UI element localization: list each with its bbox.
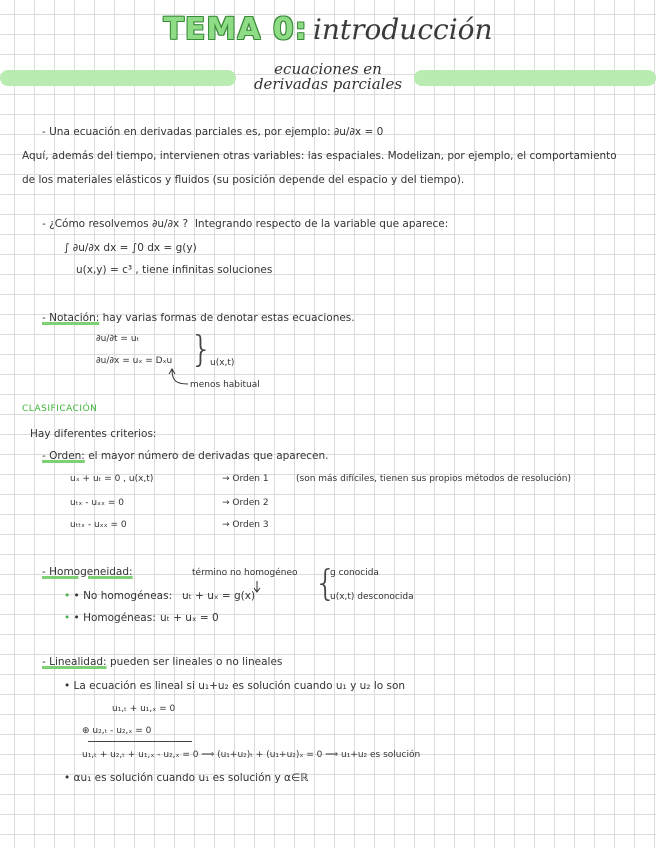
- solve-question: [42, 218, 448, 230]
- linearity-bullet-1: • La ecuación es lineal si u₁+u₂ es solución cuando u₁ y u₂ lo son: [64, 680, 406, 692]
- linearity-label: - Linealidad:: [42, 656, 107, 668]
- order-label: - Orden:: [42, 450, 85, 462]
- solve-question-text: - ¿Cómo resolvemos: [42, 218, 149, 230]
- notation-eq2: ∂u/∂x = uₓ = Dₓu: [96, 356, 173, 366]
- intro-line2: Aquí, además del tiempo, intervienen otras variables: las espaciales. Modelizan, por ejemplo, el comportamiento: [22, 150, 617, 162]
- order-row-3-eq: uₜₜₓ - uₓₓ = 0: [70, 520, 127, 530]
- order-row-2-eq: uₜₓ - uₓₓ = 0: [70, 498, 125, 508]
- homogeneous-text: • Homogéneas:: [73, 612, 156, 624]
- order-line: [42, 450, 329, 462]
- homogeneity-unknown: u(x,t) desconocida: [330, 592, 414, 602]
- notation-line: [42, 312, 355, 324]
- linearity-eq-b: ⊕ u₂,ₜ - u₂,ₓ = 0: [82, 726, 152, 736]
- linearity-eq-a: u₁,ₜ + u₁,ₓ = 0: [112, 704, 176, 714]
- linearity-sum: u₁,ₜ + u₂,ₜ + u₁,ₓ - u₂,ₓ = 0 ⟹ (u₁+u₂)ₜ + (u₁+u₂)ₓ = 0 ⟹ u₁+u₂ es solución: [82, 750, 421, 760]
- linearity-text: pueden ser lineales o no lineales: [109, 656, 283, 668]
- sum-rule: [88, 741, 192, 742]
- left-highlight-band: [0, 70, 236, 86]
- notation-arrow-note: menos habitual: [190, 380, 260, 390]
- linearity-bullet-2: • αu₁ es solución cuando u₁ es solución y α∈ℝ: [64, 772, 309, 784]
- solve-answer: Integrando respecto de la variable que aparece:: [194, 218, 449, 230]
- classification-intro: Hay diferentes criterios:: [30, 428, 157, 440]
- intro-formula: ∂u/∂x = 0: [333, 126, 384, 138]
- notation-text: hay varias formas de denotar estas ecuaciones.: [102, 312, 355, 324]
- solve-question-frac: ∂u/∂x ?: [151, 218, 189, 230]
- intro-line3: de los materiales elásticos y fluidos (su posición depende del espacio y del tiempo).: [22, 174, 465, 186]
- subtitle-line1: ecuaciones en: [274, 60, 382, 78]
- homogeneous-eq: uₜ + uₓ = 0: [160, 612, 219, 624]
- order-row-2-result: → Orden 2: [222, 498, 269, 508]
- curved-arrow-icon: [168, 368, 190, 392]
- non-homogeneous-eq: uₜ + uₓ = g(x): [182, 590, 256, 602]
- order-row-1-eq: uₓ + uₜ = 0 , u(x,t): [70, 474, 154, 484]
- title-sub: introducción: [312, 13, 493, 46]
- subtitle: [230, 62, 426, 92]
- intro-bullet: [42, 126, 383, 138]
- homogeneity-known: g conocida: [330, 568, 379, 578]
- linearity-line: [42, 656, 282, 668]
- homogeneity-term-note: término no homogéneo: [192, 568, 298, 578]
- classification-heading: CLASIFICACIÓN: [22, 404, 98, 414]
- homogeneity-line: [42, 566, 133, 578]
- intro-text: - Una ecuación en derivadas parciales es, por ejemplo:: [42, 126, 331, 138]
- page-title: [0, 12, 656, 47]
- homogeneity-label: - Homogeneidad:: [42, 566, 133, 578]
- notation-label: - Notación:: [42, 312, 100, 324]
- notation-brace: }: [190, 329, 213, 370]
- notation-right: u(x,t): [210, 358, 235, 368]
- notation-eq1: ∂u/∂t = uₜ: [96, 334, 140, 344]
- order-row-3-result: → Orden 3: [222, 520, 269, 530]
- solve-eq1: ∫ ∂u/∂x dx = ∫0 dx = g(y): [64, 242, 197, 254]
- right-highlight-band: [414, 70, 656, 86]
- order-row-1-result: → Orden 1: [222, 474, 269, 484]
- order-row-1-note: (son más difíciles, tienen sus propios métodos de resolución): [296, 474, 572, 484]
- title-main: TEMA 0:: [163, 12, 308, 47]
- solve-eq2: u(x,y) = c³ , tiene infinitas soluciones: [76, 264, 273, 276]
- order-text: el mayor número de derivadas que aparecen.: [88, 450, 329, 462]
- non-homogeneous-label: • • No homogéneas:: [64, 590, 173, 602]
- subtitle-line2: derivadas parciales: [253, 75, 403, 93]
- homogeneous-label: • • Homogéneas:: [64, 612, 156, 624]
- homogeneity-brace: {: [314, 563, 337, 604]
- non-homogeneous-text: • No homogéneas:: [73, 590, 173, 602]
